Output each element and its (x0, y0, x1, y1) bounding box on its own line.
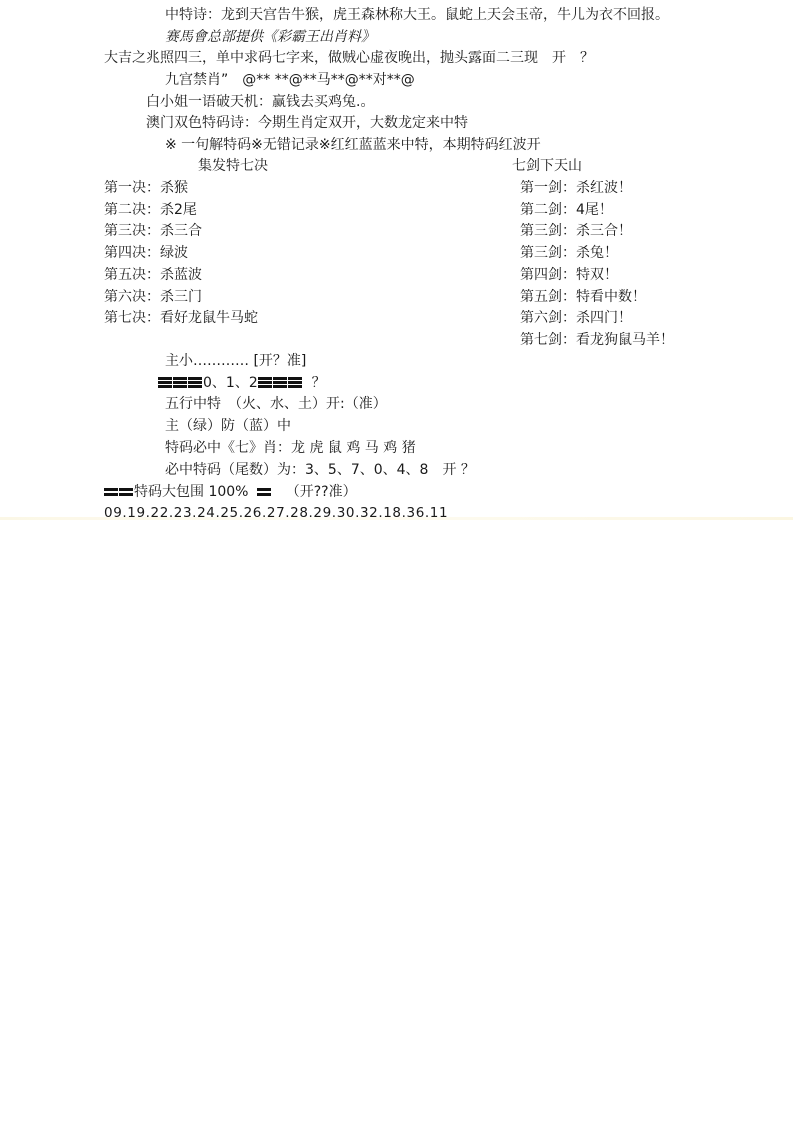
seven-zodiac-line: 特码必中《七》肖：龙 虎 鼠 鸡 马 鸡 猪 (165, 440, 416, 456)
left-column-title: 集发特七决 (198, 158, 268, 174)
tail-number-line: 必中特码（尾数）为：3、5、7、0、4、8 开 ？ (165, 462, 475, 478)
encircle-end: （开??准） (285, 484, 357, 500)
left-item: 第五决：杀蓝波 (104, 267, 202, 283)
right-column-title: 七剑下天山 (512, 158, 582, 174)
right-item: 第七剑：看龙狗鼠马羊！ (520, 332, 674, 348)
one-sentence-line: ※ 一句解特码※无错记录※红红蓝蓝来中特，本期特码红波开 (165, 137, 541, 153)
bars-line (158, 374, 326, 392)
triple-bar-glyph (258, 374, 303, 392)
source-line: 赛馬會总部提供《彩霸王出肖料》 (165, 29, 375, 45)
right-item: 第三剑：杀兔！ (520, 245, 618, 261)
bars-line-digits: 0、1、2 (203, 375, 258, 391)
number-list: 09.19.22.23.24.25.26.27.28.29.30.32.18.36.11 (104, 505, 449, 521)
macau-poem-line: 澳门双色特码诗：今期生肖定双开，大数龙定来中特 (146, 115, 468, 131)
right-item: 第四剑：特双！ (520, 267, 618, 283)
riddle-line: 大吉之兆照四三，单中求码七字来，做贼心虚夜晚出，抛头露面二三现 开 ？ (104, 50, 594, 66)
bars-line-end: ？ (311, 375, 326, 391)
right-item: 第一剑：杀红波！ (520, 180, 632, 196)
left-item: 第七决：看好龙鼠牛马蛇 (104, 310, 258, 326)
hint-line: 白小姐一语破天机：赢钱去买鸡兔.。 (146, 94, 375, 110)
color-line: 主（绿）防（蓝）中 (165, 418, 291, 434)
right-item: 第二剑：4尾！ (520, 202, 613, 218)
right-item: 第三剑：杀三合！ (520, 223, 632, 239)
left-item: 第四决：绿波 (104, 245, 188, 261)
five-elements-line: 五行中特 （火、水、土）开:（准） (165, 396, 387, 412)
double-bar-glyph (257, 483, 272, 501)
left-item: 第六决：杀三门 (104, 289, 202, 305)
left-item: 第三决：杀三合 (104, 223, 202, 239)
encircle-line (104, 483, 357, 501)
right-item: 第五剑：特看中数！ (520, 289, 646, 305)
main-small-line: 主小………… [开？准] (165, 353, 307, 369)
left-item: 第一决：杀猴 (104, 180, 188, 196)
double-bar-glyph (104, 483, 134, 501)
triple-bar-glyph (158, 374, 203, 392)
encircle-label: 特码大包围 100% (134, 484, 249, 500)
nine-palace-line: 九宫禁肖” @** **@**马**@**对**@ (165, 72, 415, 88)
right-item: 第六剑：杀四门！ (520, 310, 632, 326)
left-item: 第二决：杀2尾 (104, 202, 197, 218)
poem-line-1: 中特诗：龙到天宫告牛猴，虎王森林称大王。鼠蛇上天会玉帝，牛儿为衣不回报。 (165, 7, 669, 23)
